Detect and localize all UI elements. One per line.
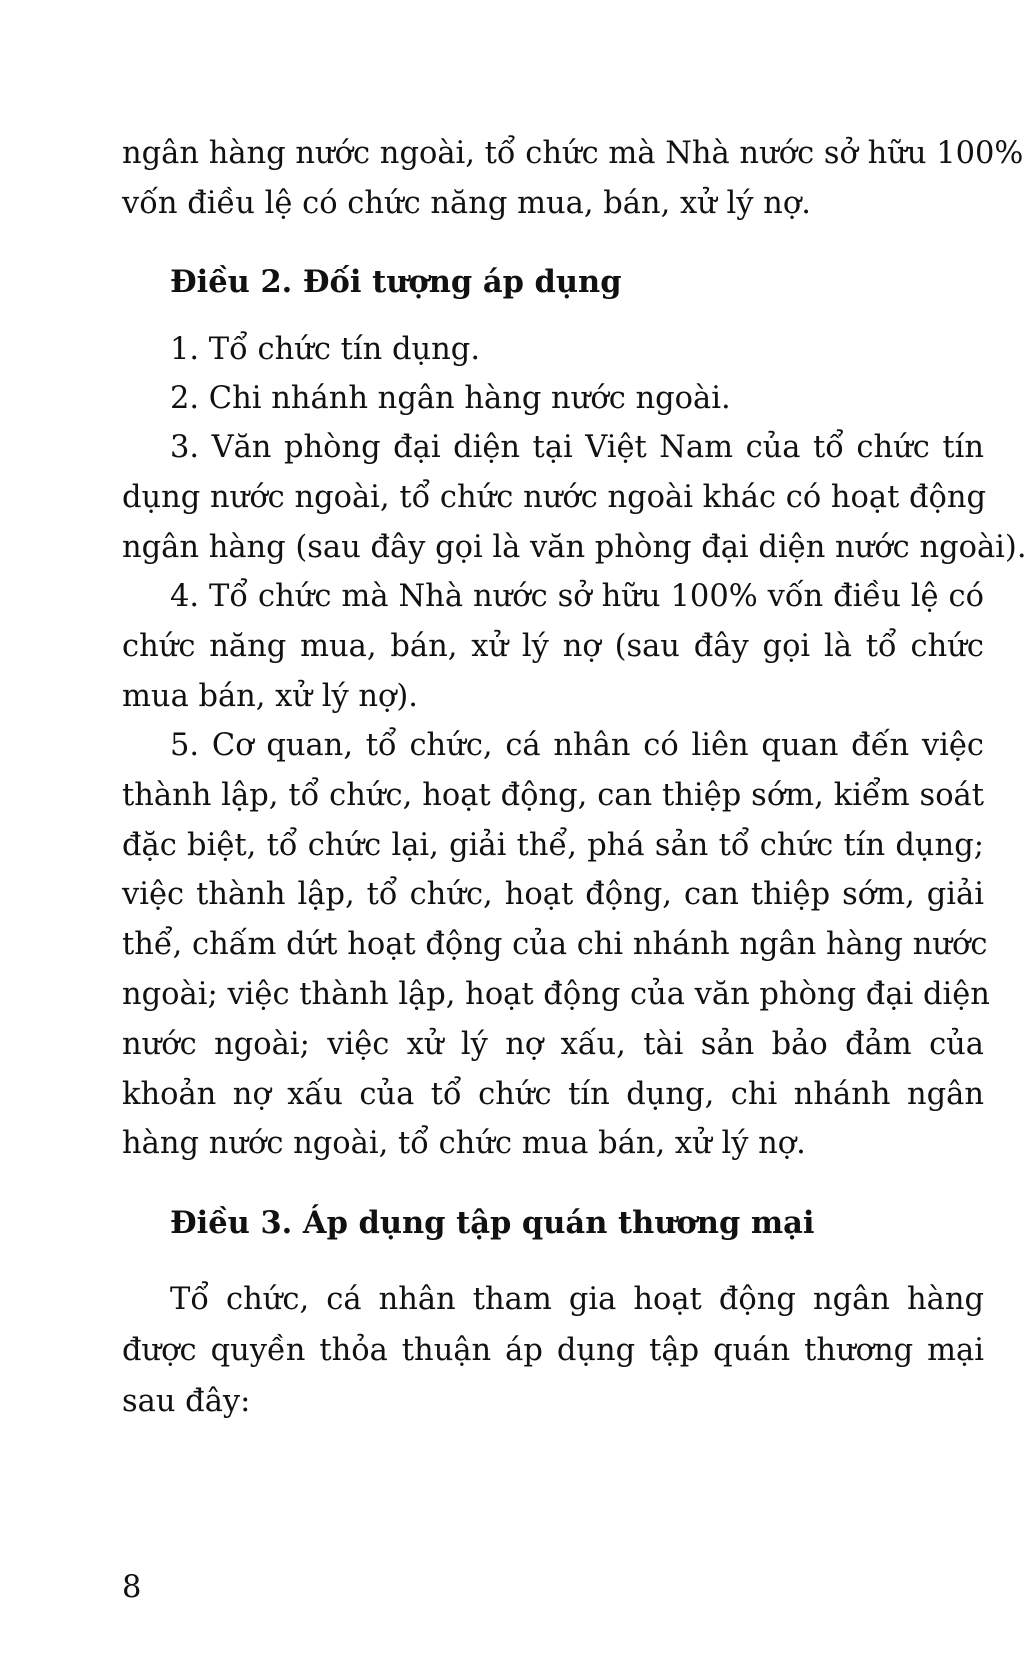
item-3-line-1: 3. Văn phòng đại diện tại Việt Nam của tổ chức tín	[170, 430, 984, 465]
item-5-line-8: khoản nợ xấu của tổ chức tín dụng, chi nhánh ngân	[122, 1077, 984, 1112]
intro-line-1: ngân hàng nước ngoài, tổ chức mà Nhà nước sở hữu 100%	[122, 136, 1024, 171]
item-3-line-3: ngân hàng (sau đây gọi là văn phòng đại diện nước ngoài).	[122, 530, 1027, 565]
article-3-paragraph-line-2: được quyền thỏa thuận áp dụng tập quán thương mại	[122, 1333, 984, 1368]
item-5-line-5: thể, chấm dứt hoạt động của chi nhánh ngân hàng nước	[122, 927, 988, 962]
article-3-paragraph-line-3: sau đây:	[122, 1384, 251, 1419]
article-3-heading: Điều 3. Áp dụng tập quán thương mại	[170, 1205, 815, 1241]
item-5-line-9: hàng nước ngoài, tổ chức mua bán, xử lý nợ.	[122, 1126, 806, 1161]
item-4-line-1: 4. Tổ chức mà Nhà nước sở hữu 100% vốn điều lệ có	[170, 579, 984, 614]
item-5-line-3: đặc biệt, tổ chức lại, giải thể, phá sản tổ chức tín dụng;	[122, 828, 984, 863]
item-5-line-2: thành lập, tổ chức, hoạt động, can thiệp sớm, kiểm soát	[122, 778, 984, 813]
item-4-line-2: chức năng mua, bán, xử lý nợ (sau đây gọi là tổ chức	[122, 629, 984, 664]
item-5-line-6: ngoài; việc thành lập, hoạt động của văn phòng đại diện	[122, 977, 990, 1012]
item-1-line-1: 1. Tổ chức tín dụng.	[170, 332, 481, 367]
intro-line-2: vốn điều lệ có chức năng mua, bán, xử lý nợ.	[122, 186, 811, 221]
item-5-line-7: nước ngoài; việc xử lý nợ xấu, tài sản bảo đảm của	[122, 1027, 984, 1062]
article-3-paragraph-line-1: Tổ chức, cá nhân tham gia hoạt động ngân hàng	[170, 1282, 984, 1317]
item-4-line-3: mua bán, xử lý nợ).	[122, 679, 419, 714]
item-2-line-1: 2. Chi nhánh ngân hàng nước ngoài.	[170, 381, 731, 416]
item-5-line-4: việc thành lập, tổ chức, hoạt động, can thiệp sớm, giải	[122, 877, 984, 912]
page-number: 8	[122, 1570, 142, 1605]
item-5-line-1: 5. Cơ quan, tổ chức, cá nhân có liên quan đến việc	[170, 728, 984, 763]
article-2-heading: Điều 2. Đối tượng áp dụng	[170, 264, 622, 300]
item-3-line-2: dụng nước ngoài, tổ chức nước ngoài khác có hoạt động	[122, 480, 987, 515]
